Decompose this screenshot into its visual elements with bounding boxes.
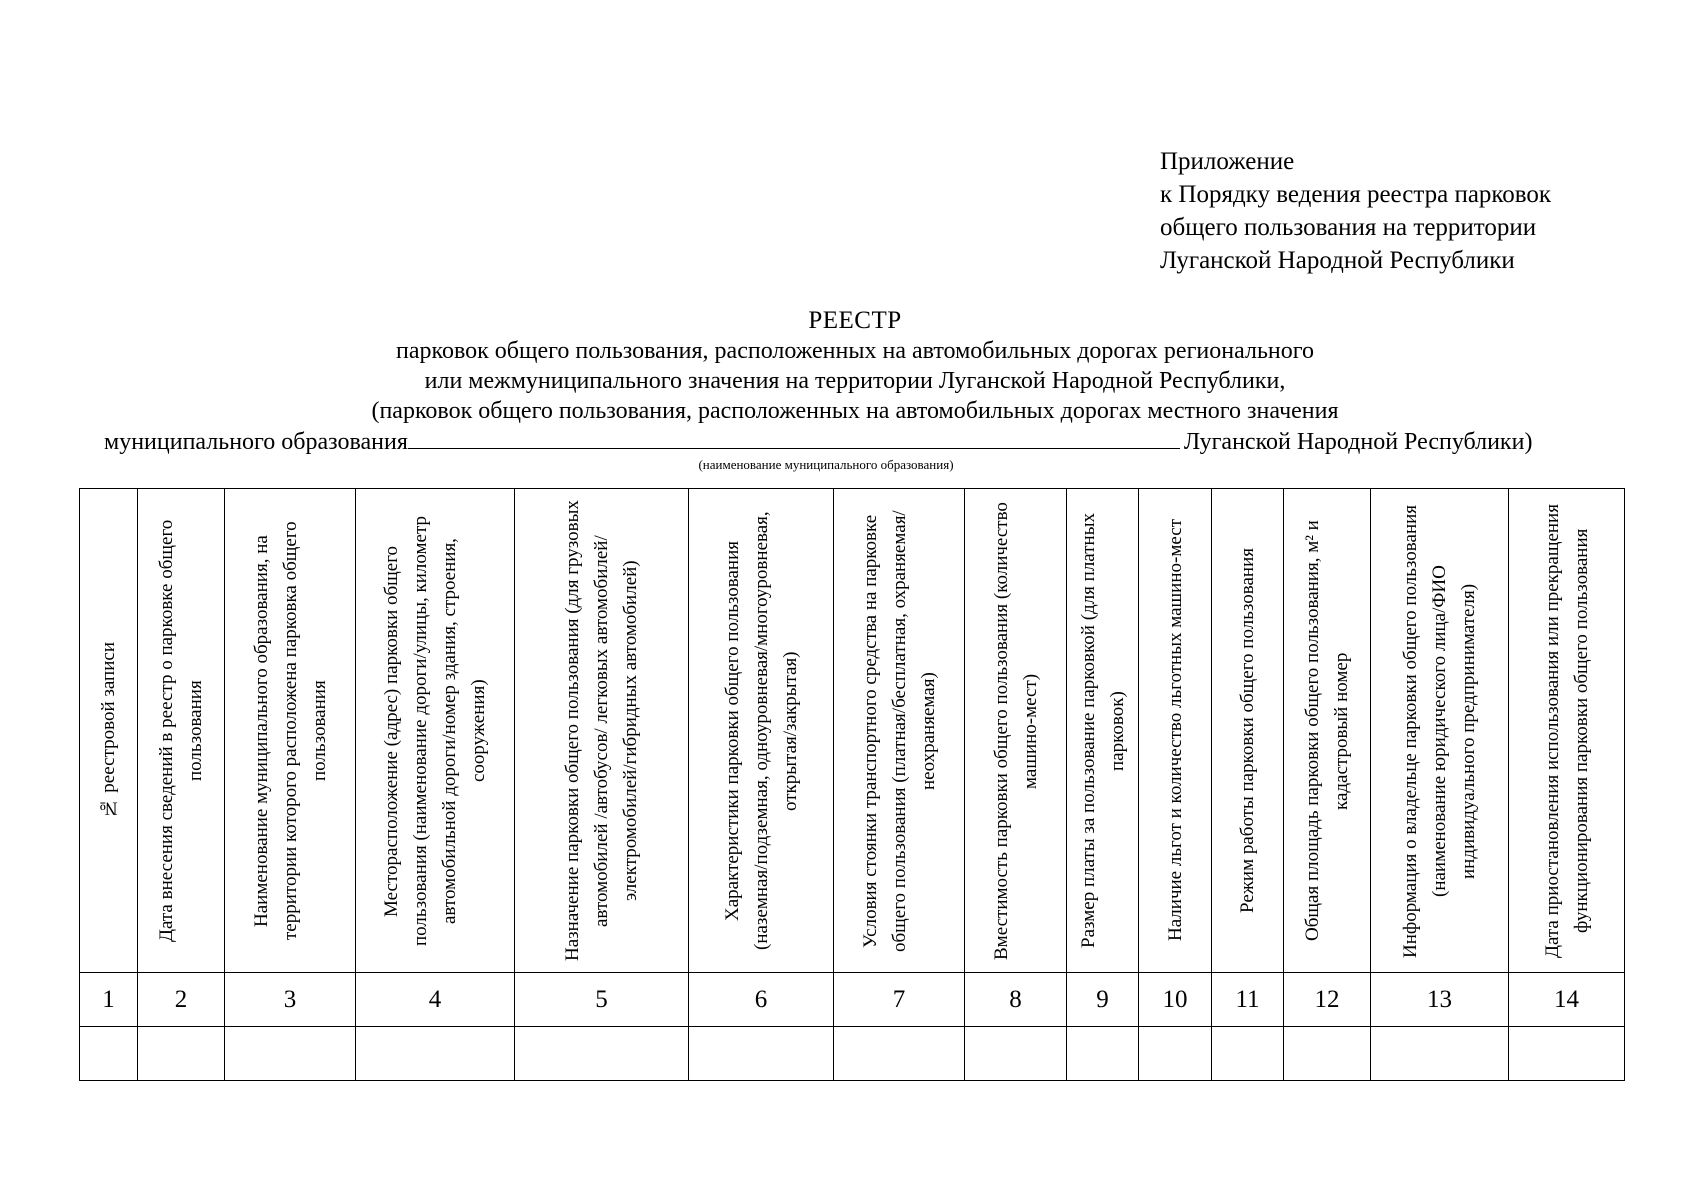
header-cell <box>965 489 1067 973</box>
empty-cell[interactable] <box>356 1027 515 1081</box>
municipality-blank <box>408 428 1180 449</box>
column-number: 12 <box>1284 973 1371 1027</box>
header-text: Режим работы парковки общего пользования <box>1237 548 1258 913</box>
document-title <box>90 306 1620 426</box>
header-text: Вместимость парковки общего пользования (количество машино-мест) <box>990 501 1041 960</box>
empty-cell[interactable] <box>689 1027 834 1081</box>
title-main: РЕЕСТР <box>808 307 902 334</box>
appendix-note <box>1160 145 1551 277</box>
header-text: Наличие льгот и количество льготных машино-мест <box>1164 519 1186 942</box>
column-number: 10 <box>1139 973 1212 1027</box>
empty-cell[interactable] <box>1139 1027 1212 1081</box>
municipality-prefix: муниципального образования <box>104 429 408 455</box>
title-line: парковок общего пользования, расположенных на автомобильных дорогах регионального <box>396 338 1314 364</box>
header-cell <box>1139 489 1212 973</box>
header-text: Общая площадь парковки общего пользования, м² и кадастровый номер <box>1302 520 1352 941</box>
header-text: Дата внесения сведений в реестр о парковке общего пользования <box>156 519 206 942</box>
header-text: Наименование муниципального образования, на территории которого расположена парковка общего пользования <box>250 521 330 940</box>
header-cell <box>225 489 356 973</box>
appendix-line: общего пользования на территории <box>1160 214 1537 241</box>
header-text: № реестровой записи <box>98 642 119 819</box>
empty-cell[interactable] <box>1509 1027 1625 1081</box>
empty-cell[interactable] <box>1371 1027 1509 1081</box>
header-cell <box>689 489 834 973</box>
header-cell <box>356 489 515 973</box>
header-cell <box>1284 489 1371 973</box>
empty-cell[interactable] <box>515 1027 689 1081</box>
header-cell <box>1371 489 1509 973</box>
header-cell <box>138 489 225 973</box>
header-text: Назначение парковки общего пользования (для грузовых автомобилей /автобусов/ легковых автомобилей/электромобилей/гибридных автомобилей) <box>562 500 641 961</box>
header-text: Размер платы за пользование парковкой (для платных парковок) <box>1077 513 1128 948</box>
column-number: 9 <box>1067 973 1139 1027</box>
column-number: 2 <box>138 973 225 1027</box>
header-text: Характеристики парковки общего пользования (наземная/подземная, одноуровневая/многоуровневая, открытая/закрытая) <box>721 511 801 950</box>
empty-cell[interactable] <box>138 1027 225 1081</box>
municipality-suffix: Луганской Народной Республики) <box>1183 429 1533 455</box>
title-line: (парковок общего пользования, расположенных на автомобильных дорогах местного значения <box>371 398 1339 424</box>
header-cell <box>1067 489 1139 973</box>
empty-cell[interactable] <box>225 1027 356 1081</box>
header-row <box>80 489 1625 973</box>
empty-cell[interactable] <box>834 1027 965 1081</box>
column-number: 13 <box>1371 973 1509 1027</box>
appendix-line: Приложение <box>1160 148 1295 175</box>
appendix-line: Луганской Народной Республики <box>1160 247 1515 274</box>
appendix-line: к Порядку ведения реестра парковок <box>1160 181 1552 208</box>
title-line: или межмуниципального значения на территории Луганской Народной Республики, <box>424 368 1286 394</box>
column-number: 5 <box>515 973 689 1027</box>
header-cell <box>515 489 689 973</box>
header-cell <box>834 489 965 973</box>
column-number: 14 <box>1509 973 1625 1027</box>
column-number: 8 <box>965 973 1067 1027</box>
column-number-row <box>80 973 1625 1027</box>
header-text: Условия стоянки транспортного средства на парковке общего пользования (платная/бесплатная, охраняемая/неохраняемая) <box>859 509 939 952</box>
header-cell <box>80 489 138 973</box>
header-text: Месторасположение (адрес) парковки общего пользования (наименование дороги/улицы, километр автомобильной дороги/номер здания, строения, сооружения) <box>381 515 489 946</box>
empty-data-row <box>80 1027 1625 1081</box>
column-number: 1 <box>80 973 138 1027</box>
column-number: 3 <box>225 973 356 1027</box>
column-number: 7 <box>834 973 965 1027</box>
header-cell <box>1509 489 1625 973</box>
registry-table <box>79 488 1625 1081</box>
empty-cell[interactable] <box>1212 1027 1284 1081</box>
empty-cell[interactable] <box>1284 1027 1371 1081</box>
empty-cell[interactable] <box>965 1027 1067 1081</box>
column-number: 6 <box>689 973 834 1027</box>
column-number: 4 <box>356 973 515 1027</box>
header-text: Дата приостановления использования или прекращения функционирования парковки общего пользования <box>1541 503 1592 958</box>
municipality-caption: (наименование муниципального образования) <box>698 457 954 472</box>
municipality-line <box>104 428 1532 456</box>
header-text: Информация о владельце парковки общего пользования (наименование юридического лица/ФИО индивидуального предпринимателя) <box>1400 503 1479 958</box>
column-number: 11 <box>1212 973 1284 1027</box>
empty-cell[interactable] <box>80 1027 138 1081</box>
empty-cell[interactable] <box>1067 1027 1139 1081</box>
header-cell <box>1212 489 1284 973</box>
